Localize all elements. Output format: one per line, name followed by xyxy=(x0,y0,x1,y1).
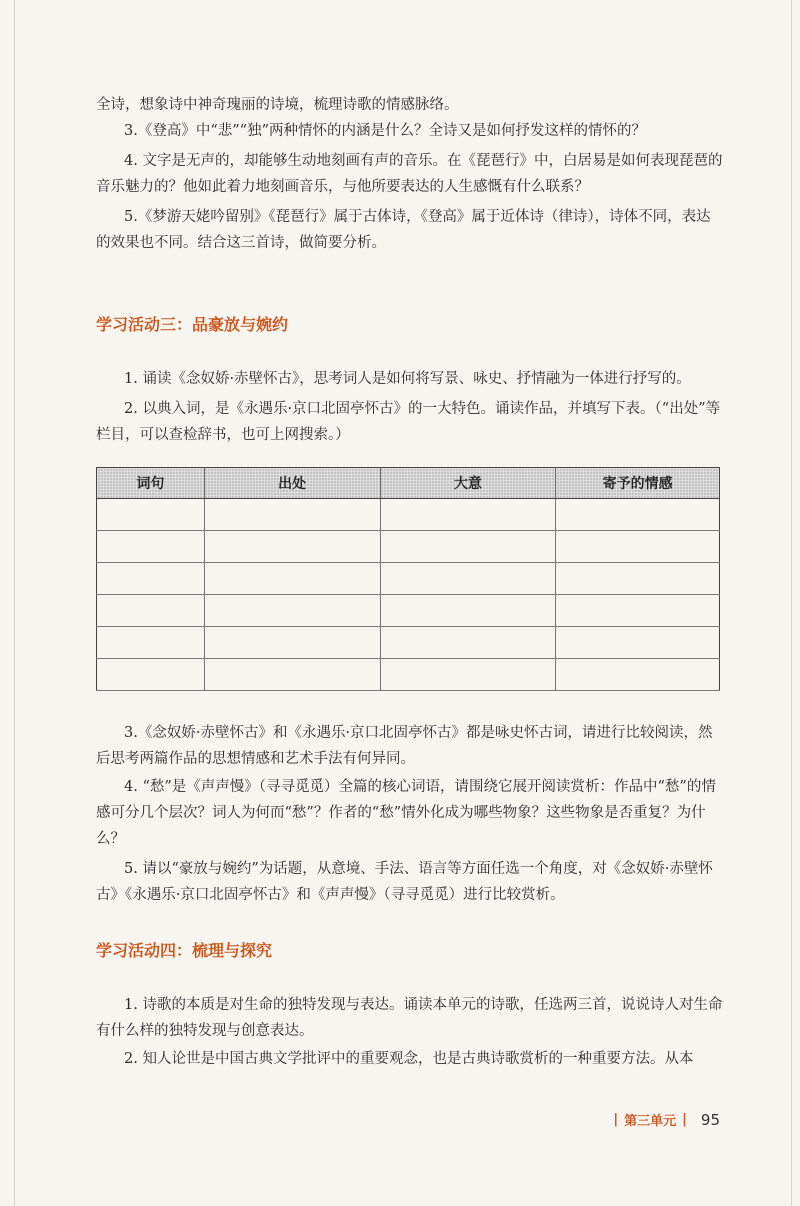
blank-cell[interactable] xyxy=(97,659,205,691)
blank-cell[interactable] xyxy=(380,499,556,531)
blank-cell[interactable] xyxy=(97,595,205,627)
question-3-denggao: 3.《登高》中“悲”“独”两种情怀的内涵是什么？全诗又是如何抒发这样的情怀的？ xyxy=(124,123,646,139)
activity3-question-3: 3.《念奴娇·赤壁怀古》和《永遇乐·京口北固亭怀古》都是咏史怀古词，请进行比较阅读，然后思考两篇作品的思想情感和艺术手法有何异同。 xyxy=(96,725,713,767)
blank-cell[interactable] xyxy=(204,659,380,691)
page-edge-line-left xyxy=(14,0,15,1206)
blank-cell[interactable] xyxy=(380,595,556,627)
blank-cell[interactable] xyxy=(380,659,556,691)
blank-cell[interactable] xyxy=(97,563,205,595)
footer-divider: | xyxy=(682,1112,687,1127)
blank-cell[interactable] xyxy=(556,627,720,659)
blank-cell[interactable] xyxy=(204,531,380,563)
blank-cell[interactable] xyxy=(556,563,720,595)
table-header-cell: 出处 xyxy=(204,468,380,499)
table-row xyxy=(97,531,720,563)
activity3-question-1: 1. 诵读《念奴娇·赤壁怀古》，思考词人是如何将写景、咏史、抒情融为一体进行抒写的。 xyxy=(124,371,691,387)
page-footer xyxy=(613,1110,720,1129)
question-5-poetry-forms: 5.《梦游天姥吟留别》《琵琶行》属于古体诗，《登高》属于近体诗（律诗），诗体不同，表达的效果也不同。结合这三首诗，做简要分析。 xyxy=(96,209,711,251)
paragraph-continued: 全诗，想象诗中神奇瑰丽的诗境，梳理诗歌的情感脉络。 xyxy=(96,97,459,113)
table-header-cell: 大意 xyxy=(380,468,556,499)
section-heading-activity-4: 学习活动四：梳理与探究 xyxy=(96,941,273,960)
table-header-cell: 词句 xyxy=(97,468,205,499)
activity4-question-1: 1. 诗歌的本质是对生命的独特发现与表达。诵读本单元的诗歌，任选两三首，说说诗人对生命有什么样的独特发现与创意表达。 xyxy=(96,997,723,1039)
table-row xyxy=(97,627,720,659)
question-4-pipaxing: 4. 文字是无声的，却能够生动地刻画有声的音乐。在《琵琶行》中，白居易是如何表现琵琶的音乐魅力的？他如此着力地刻画音乐，与他所要表达的人生感慨有什么联系？ xyxy=(96,153,723,195)
table-row xyxy=(97,659,720,691)
blank-cell[interactable] xyxy=(556,499,720,531)
table-header-cell: 寄予的情感 xyxy=(556,468,720,499)
blank-cell[interactable] xyxy=(204,595,380,627)
page-number: 95 xyxy=(700,1110,720,1129)
section-heading-activity-3: 学习活动三：品豪放与婉约 xyxy=(96,315,289,334)
page-edge-line-right xyxy=(791,0,792,1206)
footer-divider: | xyxy=(613,1112,619,1127)
table-row xyxy=(97,563,720,595)
activity3-question-5: 5. 请以“豪放与婉约”为话题，从意境、手法、语言等方面任选一个角度，对《念奴娇·赤壁怀古》《永遇乐·京口北固亭怀古》和《声声慢》（寻寻觅觅）进行比较赏析。 xyxy=(96,861,713,903)
table-row xyxy=(97,499,720,531)
blank-cell[interactable] xyxy=(380,563,556,595)
activity3-question-2: 2. 以典入词，是《永遇乐·京口北固亭怀古》的一大特色。诵读作品，并填写下表。（“出处”等栏目，可以查检辞书，也可上网搜索。） xyxy=(96,401,721,443)
table-row xyxy=(97,595,720,627)
blank-cell[interactable] xyxy=(380,531,556,563)
blank-cell[interactable] xyxy=(97,499,205,531)
table-header-row xyxy=(97,468,720,499)
footer-unit-label: 第三单元 xyxy=(624,1114,677,1129)
blank-cell[interactable] xyxy=(556,595,720,627)
blank-cell[interactable] xyxy=(380,627,556,659)
blank-cell[interactable] xyxy=(204,499,380,531)
blank-cell[interactable] xyxy=(204,627,380,659)
blank-cell[interactable] xyxy=(97,531,205,563)
blank-cell[interactable] xyxy=(97,627,205,659)
activity4-question-2: 2. 知人论世是中国古典文学批评中的重要观念，也是古典诗歌赏析的一种重要方法。从本 xyxy=(124,1051,694,1067)
allusion-worksheet-table xyxy=(96,467,720,691)
blank-cell[interactable] xyxy=(556,659,720,691)
blank-cell[interactable] xyxy=(204,563,380,595)
blank-cell[interactable] xyxy=(556,531,720,563)
activity3-question-4: 4. “愁”是《声声慢》（寻寻觅觅）全篇的核心词语，请围绕它展开阅读赏析：作品中“愁”的情感可分几个层次？词人为何而“愁”？作者的“愁”情外化成为哪些物象？这些物象是否重复？为什么？ xyxy=(96,779,716,847)
